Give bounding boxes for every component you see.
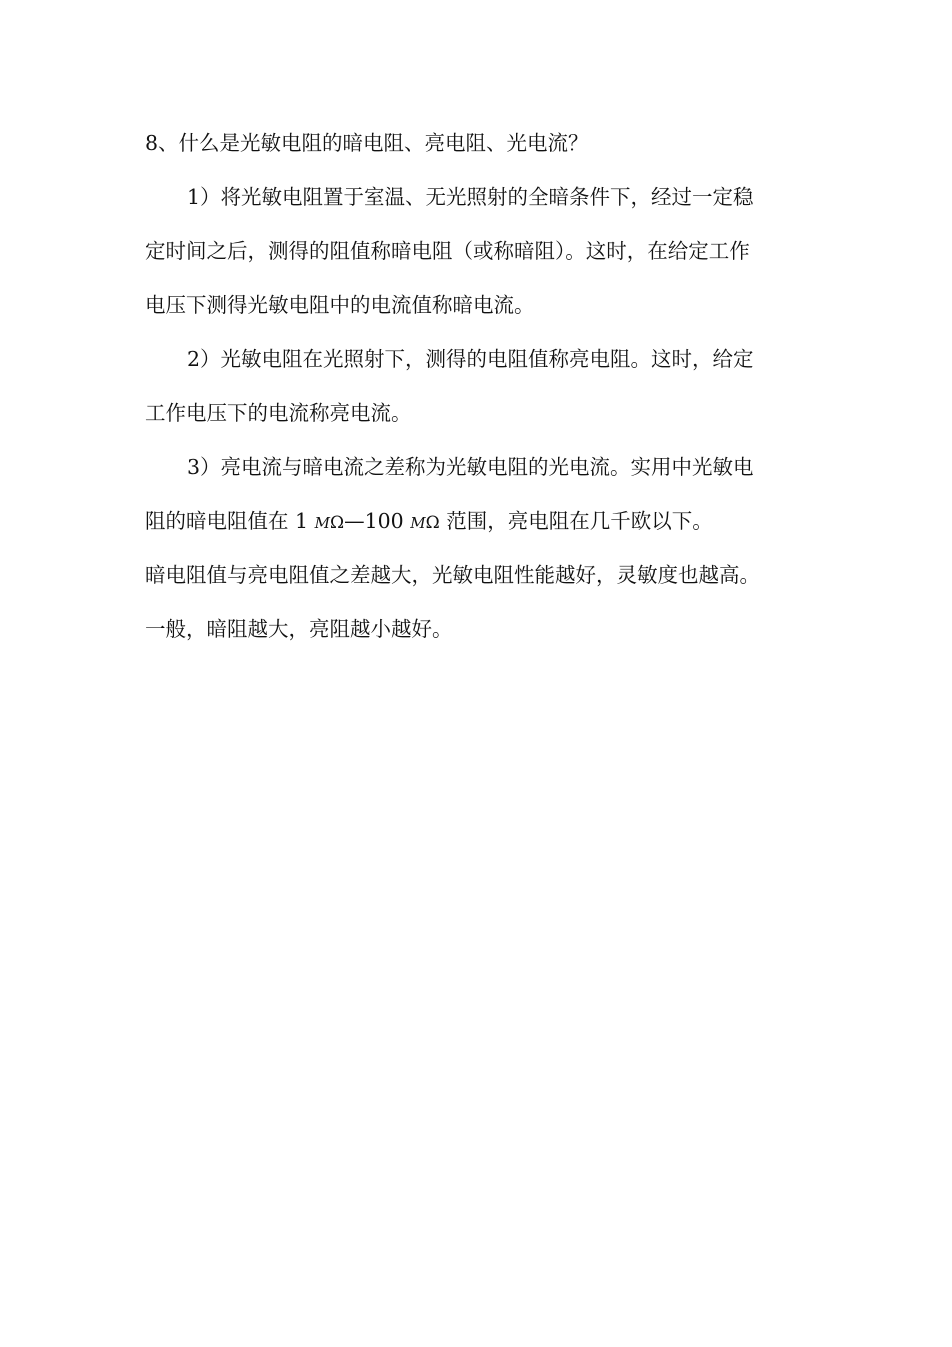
paragraph-3-line-1: 3）亮电流与暗电流之差称为光敏电阻的光电流。实用中光敏电 [187,455,754,479]
paragraph-1-line-3: 电压下测得光敏电阻中的电流值称暗电流。 [145,293,535,317]
paragraph-3-line-2-prefix: 阻的暗电阻值在 1 [145,509,309,533]
paragraph-4-line-1: 暗电阻值与亮电阻值之差越大，光敏电阻性能越好，灵敏度也越高。 [145,563,760,587]
unit-ohm-symbol: Ω [329,513,345,533]
paragraph-1-line-1: 1）将光敏电阻置于室温、无光照射的全暗条件下，经过一定稳 [187,185,754,209]
unit-ohm-symbol-2: Ω [425,513,440,533]
unit-mega-symbol: M [314,514,330,532]
unit-mega-symbol-2: M [410,514,426,532]
paragraph-2-line-2: 工作电压下的电流称亮电流。 [145,401,412,425]
paragraph-3-line-2 [145,494,810,548]
question-heading: 8、什么是光敏电阻的暗电阻、亮电阻、光电流？ [145,131,589,155]
document-body [145,120,810,656]
paragraph-3-line-2-suffix: 范围，亮电阻在几千欧以下。 [446,509,713,533]
paragraph-4-line-2: 一般，暗阻越大，亮阻越小越好。 [145,617,453,641]
paragraph-2-line-1: 2）光敏电阻在光照射下，测得的电阻值称亮电阻。这时，给定 [187,347,754,371]
paragraph-1-line-2: 定时间之后，测得的阻值称暗电阻（或称暗阻）。这时，在给定工作 [145,239,750,263]
range-upper-value: —100 [344,509,404,533]
